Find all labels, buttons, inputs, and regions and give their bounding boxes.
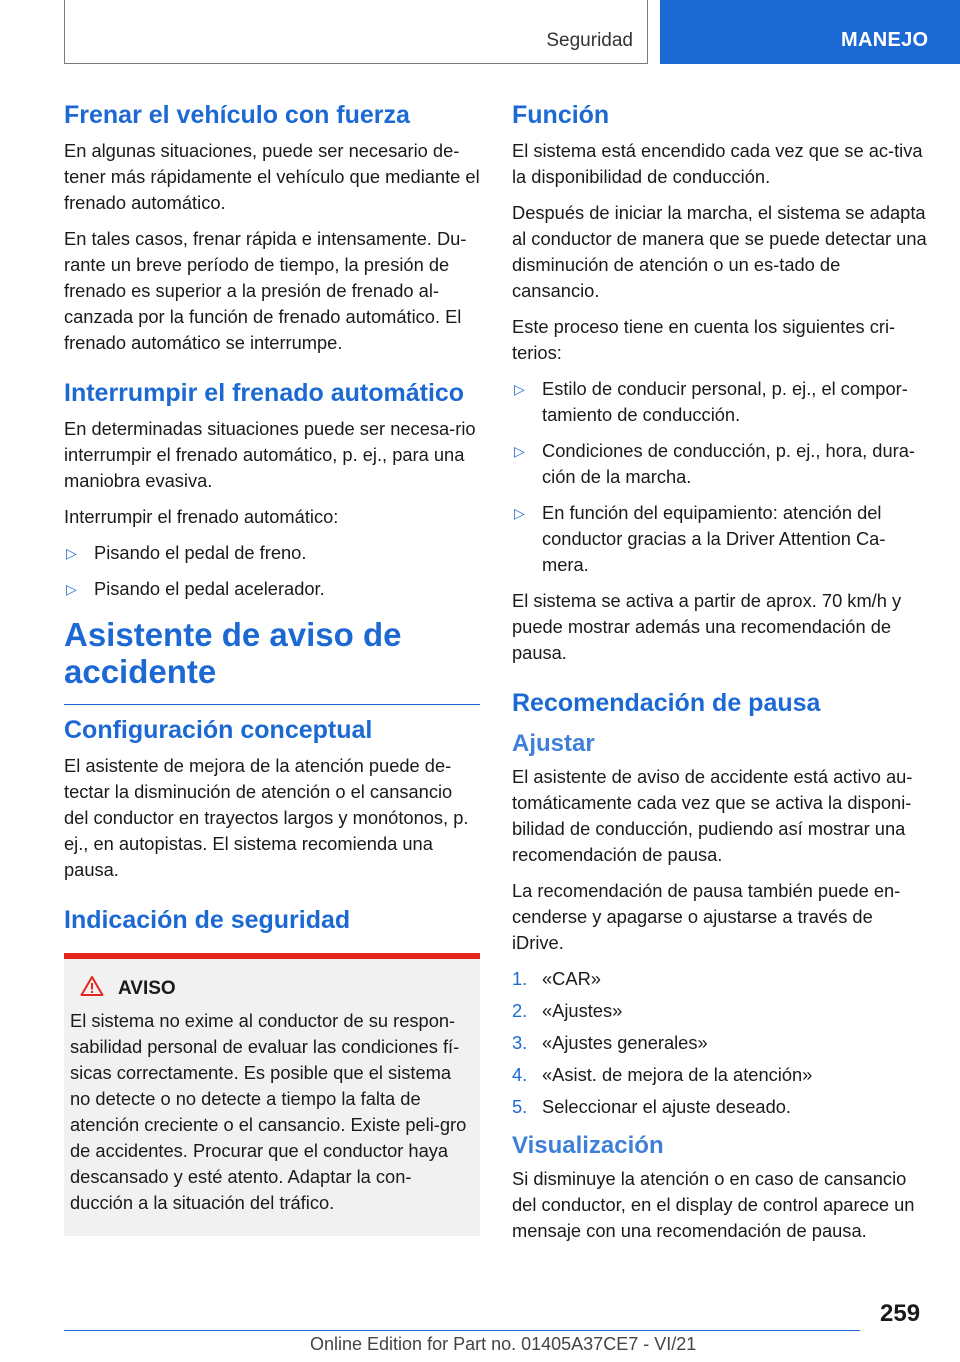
heading-visualizacion: Visualización <box>512 1132 664 1159</box>
footer-divider <box>64 1330 860 1331</box>
paragraph: El asistente de mejora de la atención puede de-tectar la disminución de atención o el cansancio del conductor en trayectos largos y monótonos, p. ej., en autopistas. El sistema recomienda una pausa. <box>64 755 469 880</box>
paragraph: El asistente de aviso de accidente está activo au-tomáticamente cada vez que se activa la disponi-bilidad de conducción, pudiendo así mostrar una recomendación de pausa. <box>512 766 913 865</box>
page-number: 259 <box>880 1300 921 1327</box>
list-item: ▷ Condiciones de conducción, p. ej., hora, dura-ción de la marcha. <box>514 440 915 487</box>
header-tab-manejo <box>660 0 960 64</box>
warning-title: AVISO <box>118 977 176 999</box>
paragraph: El sistema está encendido cada vez que se ac-tiva la disponibilidad de conducción. <box>512 140 923 187</box>
list-item: ▷ Pisando el pedal de freno. <box>64 540 480 566</box>
paragraph: En algunas situaciones, puede ser necesario de-tener más rápidamente el vehículo que mediante el frenado automático. <box>64 140 480 213</box>
triangle-right-icon: ▷ <box>514 381 525 397</box>
left-column <box>64 100 480 1236</box>
warning-triangle-icon <box>80 975 104 1002</box>
warning-box <box>64 953 480 1236</box>
paragraph: En tales casos, frenar rápida e intensamente. Du-rante un breve período de tiempo, la presión de frenado es superior a la presión de frenado al-canzada por la función de frenado automático. El frenado automático se interrumpe. <box>64 228 467 353</box>
heading-interrumpir: Interrumpir el frenado automático <box>64 379 465 407</box>
header-section-box <box>64 0 648 64</box>
triangle-right-icon: ▷ <box>66 581 77 597</box>
list-item: 2. «Ajustes» <box>512 1000 623 1021</box>
paragraph: En determinadas situaciones puede ser necesa-rio interrumpir el frenado automático, p. ej., para una maniobra evasiva. <box>64 418 476 491</box>
paragraph: Si disminuye la atención o en caso de cansancio del conductor, en el display de control aparece un mensaje con una recomendación de pausa. <box>512 1168 915 1241</box>
paragraph: Después de iniciar la marcha, el sistema se adapta al conductor de manera que se puede detectar una disminución de atención o un es-tado de cansancio. <box>512 202 927 301</box>
list-item: 3. «Ajustes generales» <box>512 1032 708 1053</box>
list-item: 5. Seleccionar el ajuste deseado. <box>512 1096 791 1117</box>
heading-recomendacion: Recomendación de pausa <box>512 689 821 717</box>
paragraph: La recomendación de pausa también puede en-cenderse y apagarse o ajustarse a través de iDrive. <box>512 880 901 953</box>
steps-list <box>512 966 928 1120</box>
list-item: ▷ Pisando el pedal acelerador. <box>64 576 480 602</box>
list-interrumpir <box>64 540 480 602</box>
paragraph: El sistema se activa a partir de aprox. 70 km/h y puede mostrar además una recomendación de pausa. <box>512 590 902 663</box>
heading-asistente: Asistente de aviso de accidente <box>64 616 480 705</box>
heading-configuracion: Configuración conceptual <box>64 716 373 744</box>
heading-indicacion: Indicación de seguridad <box>64 906 351 934</box>
heading-frenar: Frenar el vehículo con fuerza <box>64 101 410 129</box>
right-column <box>512 100 928 1254</box>
list-item: ▷ En función del equipamiento: atención del conductor gracias a la Driver Attention Ca-mera. <box>514 502 886 575</box>
paragraph: Este proceso tiene en cuenta los siguientes cri-terios: <box>512 316 896 363</box>
warning-title-row <box>80 975 472 1002</box>
header-tab-label: MANEJO <box>841 29 929 51</box>
heading-ajustar: Ajustar <box>512 730 595 757</box>
list-item: 1. «CAR» <box>512 968 601 989</box>
footer-edition: Online Edition for Part no. 01405A37CE7 - VI/21 <box>310 1334 697 1354</box>
triangle-right-icon: ▷ <box>514 443 525 459</box>
triangle-right-icon: ▷ <box>514 505 525 521</box>
triangle-right-icon: ▷ <box>66 545 77 561</box>
list-criterios <box>512 376 928 578</box>
paragraph: Interrumpir el frenado automático: <box>64 506 339 527</box>
heading-funcion: Función <box>512 101 610 129</box>
list-item: ▷ Estilo de conducir personal, p. ej., el compor-tamiento de conducción. <box>514 378 908 425</box>
warning-text: El sistema no exime al conductor de su respon-sabilidad personal de evaluar las condiciones fí-sicas correctamente. Es posible que el sistema no detecte o no detecte a tiempo la falta de atención creciente o el cansancio. Existe peli-gro de accidentes. Procurar que el conductor haya descansado y esté atento. Adaptar la con-ducción a la situación del tráfico. <box>70 1010 467 1213</box>
list-item: 4. «Asist. de mejora de la atención» <box>512 1064 813 1085</box>
header-section-label: Seguridad <box>546 30 633 51</box>
